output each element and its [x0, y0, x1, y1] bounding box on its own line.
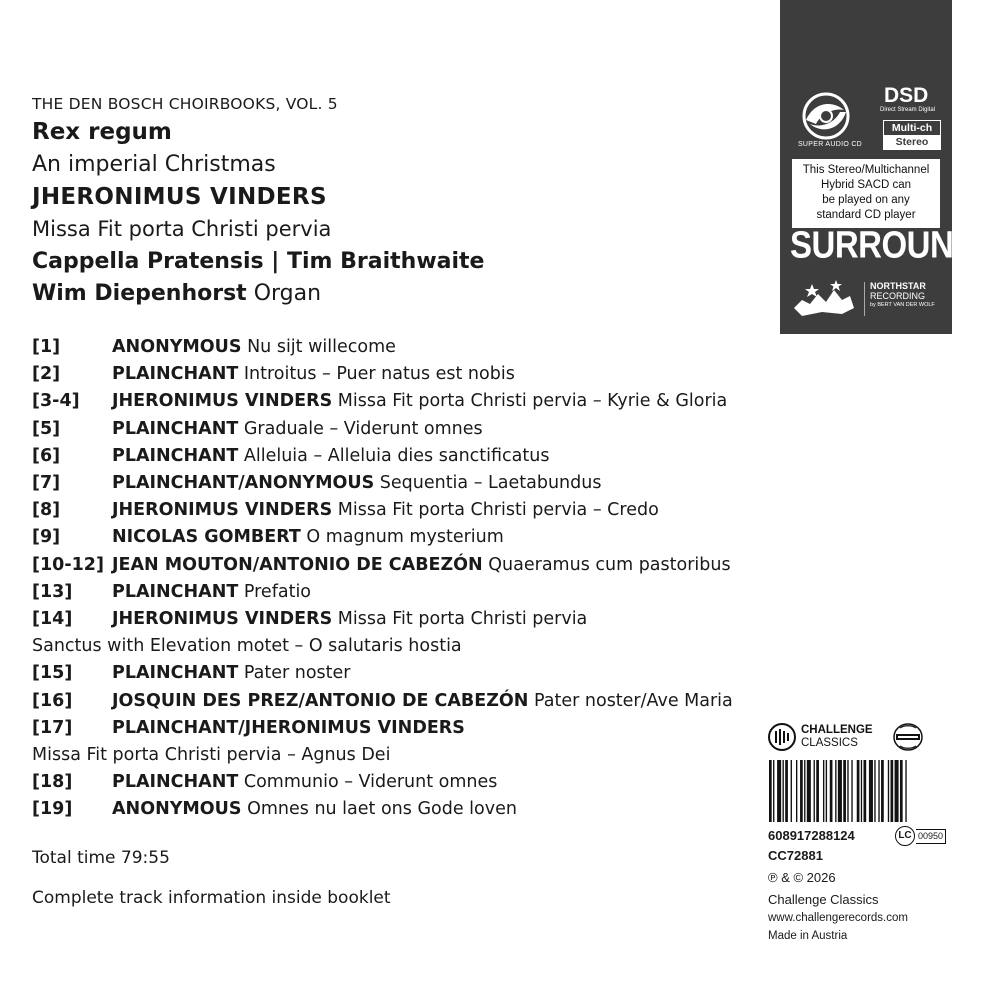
track-composer: JEAN MOUTON/ANTONIO DE CABEZÓN	[112, 554, 483, 575]
track-number: [5]	[32, 418, 61, 439]
track-row	[32, 524, 792, 551]
barcode-bar	[796, 760, 797, 822]
notice-line: Hybrid SACD can	[820, 179, 912, 191]
track-title: Communio – Viderunt omnes	[243, 772, 498, 793]
barcode-bar	[843, 760, 846, 822]
channel-box	[883, 120, 941, 150]
label-logo	[767, 722, 947, 754]
track-title: Pater noster	[243, 663, 351, 684]
challenge-logo-icon	[767, 722, 797, 752]
barcode-bar	[835, 760, 836, 822]
track-number: [2]	[32, 364, 61, 385]
sacd-caption: SUPER AUDIO CD	[797, 141, 863, 148]
barcode-bar	[878, 760, 879, 822]
barcode-icon	[767, 760, 949, 822]
made-in: Made in Austria	[768, 930, 848, 942]
track-row	[32, 361, 792, 388]
northstar-text	[870, 282, 935, 311]
album-subtitle: An imperial Christmas	[32, 152, 276, 177]
dsd-label: DSD	[884, 84, 929, 107]
northstar-line1: NORTHSTAR	[870, 281, 926, 291]
northstar-line2: RECORDING	[870, 290, 926, 301]
track-composer: PLAINCHANT	[112, 445, 239, 466]
multich-label: Multi-ch	[884, 121, 940, 135]
label-company: Challenge Classics	[768, 892, 879, 907]
organist-role: Organ	[253, 281, 322, 306]
surround-label: SURROUND	[790, 223, 977, 266]
organist-name: Wim Diepenhorst	[32, 281, 247, 306]
barcode-bar	[800, 760, 803, 822]
track-row	[32, 443, 792, 470]
series-title: THE DEN BOSCH CHOIRBOOKS, VOL. 5	[32, 95, 338, 113]
barcode-bar	[874, 760, 875, 822]
catalog-number: CC72881	[768, 848, 823, 863]
track-row	[32, 552, 792, 579]
ean-number: 608917288124	[768, 828, 855, 843]
organist	[32, 278, 752, 310]
barcode-bar	[891, 760, 894, 822]
track-number: [17]	[32, 717, 73, 738]
track-row	[32, 579, 792, 606]
track-number: [6]	[32, 445, 61, 466]
track-title: Missa Fit porta Christi pervia – Credo	[337, 500, 659, 521]
barcode-bar	[769, 760, 772, 822]
stereo-label: Stereo	[884, 135, 940, 149]
track-title: O magnum mysterium	[306, 527, 504, 548]
track-number: [1]	[32, 337, 61, 357]
barcode-bar	[905, 760, 906, 822]
track-composer: PLAINCHANT	[112, 418, 239, 439]
barcode-bar	[895, 760, 899, 822]
track-row	[32, 688, 792, 715]
track-composer: JHERONIMUS VINDERS	[112, 500, 333, 521]
barcode-bar	[823, 760, 824, 822]
notice-line: This Stereo/Multichannel	[802, 164, 930, 176]
track-row	[32, 769, 792, 796]
total-time: Total time 79:55	[32, 848, 170, 868]
barcode-bar	[826, 760, 827, 822]
label-name-line1: CHALLENGE	[801, 724, 873, 736]
track-title: Alleluia – Alleluia dies sanctificatus	[243, 445, 550, 466]
barcode-bar	[816, 760, 819, 822]
album-header	[32, 92, 752, 310]
track-row	[32, 796, 792, 823]
track-title: Pater noster/Ave Maria	[534, 690, 733, 711]
track-title: Quaeramus cum pastoribus	[488, 554, 731, 575]
track-number: [16]	[32, 690, 73, 711]
track-row	[32, 606, 792, 633]
track-composer: JHERONIMUS VINDERS	[112, 609, 333, 630]
track-number: [14]	[32, 609, 73, 630]
track-title: Omnes nu laet ons Gode loven	[247, 799, 517, 820]
barcode-bar	[783, 760, 784, 822]
label-code	[895, 826, 946, 846]
barcode-bar	[864, 760, 867, 822]
barcode-bar	[881, 760, 884, 822]
barcode-bar	[807, 760, 811, 822]
notice-line: standard CD player	[816, 209, 916, 221]
track-number: [9]	[32, 527, 61, 548]
track-row	[32, 660, 792, 687]
sacd-badge	[780, 0, 977, 334]
track-title: Missa Fit porta Christi pervia	[337, 609, 588, 630]
track-title: Prefatio	[243, 581, 312, 602]
track-composer: PLAINCHANT	[112, 581, 239, 602]
track-composer: JOSQUIN DES PREZ/ANTONIO DE CABEZÓN	[112, 690, 529, 711]
barcode-bar	[785, 760, 788, 822]
track-number: [15]	[32, 663, 73, 684]
track-composer: PLAINCHANT/JHERONIMUS VINDERS	[112, 717, 465, 738]
track-title: Nu sijt willecome	[247, 337, 396, 357]
barcode-bar	[847, 760, 848, 822]
track-continuation: Missa Fit porta Christi pervia – Agnus Dei	[32, 745, 391, 766]
barcode-bar	[888, 760, 889, 822]
track-number: [19]	[32, 799, 73, 820]
northstar-logo-icon	[792, 278, 856, 318]
track-composer: ANONYMOUS	[112, 799, 242, 820]
main-composer: JHERONIMUS VINDERS	[32, 184, 327, 210]
barcode-bar	[900, 760, 903, 822]
track-number: [7]	[32, 473, 61, 494]
track-composer: JHERONIMUS VINDERS	[112, 391, 333, 412]
track-row	[32, 497, 792, 524]
copyright: ℗ & © 2026	[768, 870, 836, 885]
track-list	[32, 334, 792, 824]
track-composer: PLAINCHANT	[112, 772, 239, 793]
booklet-note: Complete track information inside booklet	[32, 888, 391, 908]
barcode-bar	[791, 760, 792, 822]
track-number: [3-4]	[32, 391, 80, 412]
track-title: Introitus – Puer natus est nobis	[243, 364, 515, 385]
barcode-bar	[814, 760, 815, 822]
track-number: [13]	[32, 581, 73, 602]
pr-logo-icon	[892, 722, 924, 752]
track-composer: PLAINCHANT/ANONYMOUS	[112, 473, 375, 494]
barcode-bar	[861, 760, 862, 822]
barcode-bar	[773, 760, 774, 822]
lc-number: 00950	[916, 829, 946, 844]
lc-mark: LC	[895, 826, 915, 846]
label-name-line2: CLASSICS	[801, 737, 858, 749]
playback-notice	[792, 159, 940, 228]
dsd-subtitle: Direct Stream Digital	[880, 107, 936, 113]
barcode-bar	[777, 760, 781, 822]
track-composer: ANONYMOUS	[112, 337, 242, 357]
track-row	[32, 388, 792, 415]
track-number: [18]	[32, 772, 73, 793]
label-website: www.challengerecords.com	[768, 912, 908, 924]
track-row	[32, 470, 792, 497]
track-row	[32, 715, 792, 742]
track-number: [8]	[32, 500, 61, 521]
barcode-bar	[869, 760, 873, 822]
barcode-bar	[838, 760, 842, 822]
main-work: Missa Fit porta Christi pervia	[32, 217, 332, 241]
track-composer: NICOLAS GOMBERT	[112, 527, 301, 548]
barcode-bar	[851, 760, 852, 822]
performers: Cappella Pratensis | Tim Braithwaite	[32, 249, 485, 274]
northstar-line3: by BERT VAN DER WOLF	[870, 302, 935, 308]
notice-line: be played on any	[822, 194, 910, 206]
track-row	[32, 416, 792, 443]
barcode-bar	[830, 760, 833, 822]
track-number: [10-12]	[32, 554, 104, 575]
barcode-bar	[857, 760, 860, 822]
track-title: Missa Fit porta Christi pervia – Kyrie & Gloria	[337, 391, 728, 412]
northstar-separator	[864, 282, 865, 316]
challenge-logo-text	[801, 724, 873, 750]
track-composer: PLAINCHANT	[112, 663, 239, 684]
album-title: Rex regum	[32, 119, 172, 145]
track-title: Sequentia – Laetabundus	[379, 473, 602, 494]
track-row	[32, 334, 792, 361]
barcode-bar	[804, 760, 805, 822]
track-continuation: Sanctus with Elevation motet – O salutaris hostia	[32, 636, 462, 657]
track-title: Graduale – Viderunt omnes	[243, 418, 483, 439]
track-composer: PLAINCHANT	[112, 364, 239, 385]
